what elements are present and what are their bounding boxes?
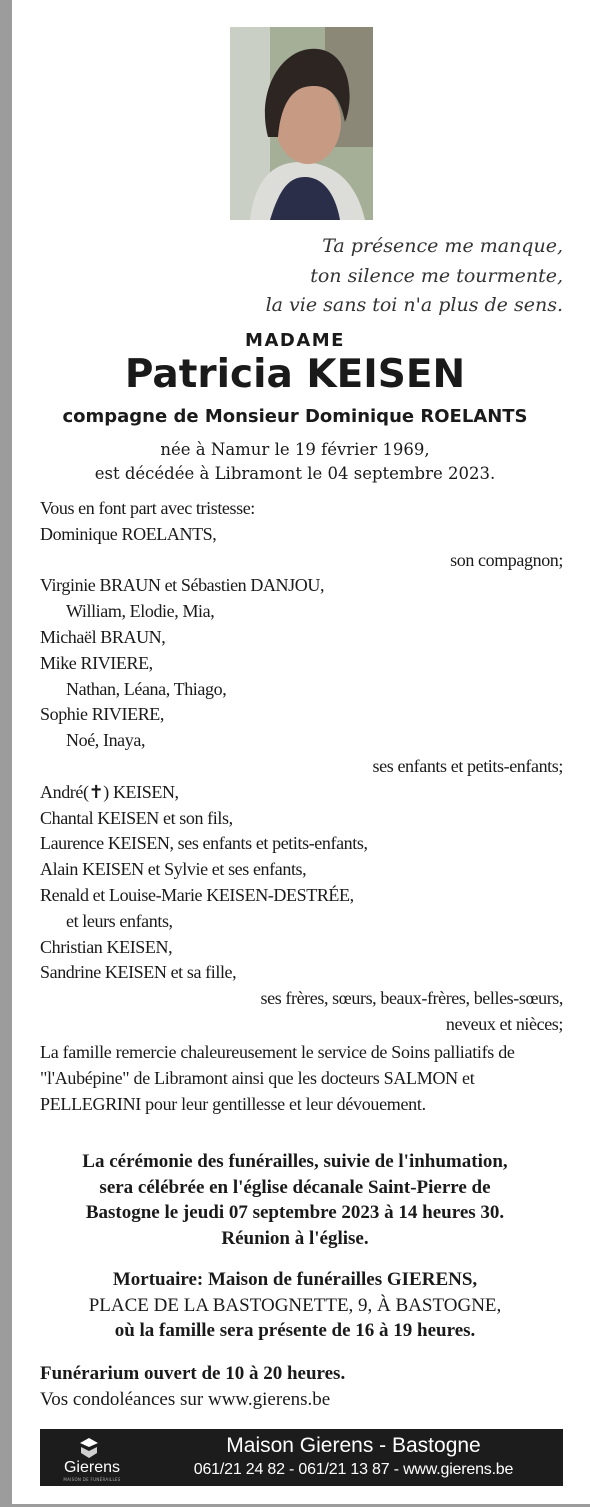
- left-border-rule: [0, 0, 12, 1507]
- death-line: est décédée à Libramont le 04 septembre 2023.: [94, 464, 496, 483]
- mortuary-details: [27, 1267, 563, 1344]
- deceased-name: Patricia KEISEN: [124, 352, 466, 397]
- memorial-verse: [266, 232, 563, 321]
- logo-mark-icon: [76, 1435, 102, 1461]
- ceremony-line: sera célébrée en l'église décanale Saint-Pierre de: [99, 1176, 491, 1198]
- family-line: Michaël BRAUN,: [40, 626, 166, 647]
- family-line: Laurence KEISEN, ses enfants et petits-enfants,: [40, 833, 368, 854]
- ceremony-line: Bastogne le jeudi 07 septembre 2023 à 14 heures 30.: [85, 1202, 505, 1223]
- family-line: Noé, Inaya,: [66, 730, 146, 751]
- family-line: Sandrine KEISEN et sa fille,: [40, 962, 237, 983]
- verse-line: Ta présence me manque,: [322, 235, 563, 257]
- family-line: Dominique ROELANTS,: [40, 523, 217, 544]
- banner-title: Maison Gierens - Bastogne: [226, 1434, 481, 1457]
- family-line: Virginie BRAUN et Sébastien DANJOU,: [40, 575, 325, 596]
- ceremony-line: La cérémonie des funérailles, suivie de l'inhumation,: [82, 1151, 508, 1172]
- ceremony-details: [27, 1149, 563, 1251]
- family-line: Christian KEISEN,: [40, 936, 173, 957]
- family-line: Alain KEISEN et Sylvie et ses enfants,: [40, 859, 307, 880]
- family-announcement: [40, 496, 563, 1038]
- condolences-link[interactable]: Vos condoléances sur www.gierens.be: [40, 1388, 331, 1410]
- mortuary-hours: où la famille sera présente de 16 à 19 heures.: [114, 1320, 476, 1341]
- ceremony-line: Réunion à l'église.: [221, 1227, 369, 1249]
- family-line: Renald et Louise-Marie KEISEN-DESTRÉE,: [40, 884, 354, 905]
- gierens-logo: [52, 1433, 132, 1483]
- family-line: ses enfants et petits-enfants;: [372, 755, 563, 776]
- family-line: neveux et nièces;: [445, 1013, 563, 1034]
- verse-line: la vie sans toi n'a plus de sens.: [265, 294, 563, 316]
- logo-tagline: MAISON DE FUNÉRAILLES: [63, 1477, 121, 1482]
- thanks-paragraph: La famille remercie chaleureusement le service de Soins palliatifs de "l'Aubépine" de Libramont ainsi que les docteurs SALMON et PELLEGRINI pour leur gentillesse et leur dévouement.: [40, 1042, 515, 1114]
- family-line: Mike RIVIERE,: [40, 652, 153, 673]
- family-line: son compagnon;: [450, 549, 563, 570]
- birth-death-dates: [0, 438, 590, 486]
- mortuary-address: PLACE DE LA BASTOGNETTE, 9, À BASTOGNE,: [88, 1294, 502, 1316]
- portrait-photo: [230, 27, 373, 220]
- partner-line: compagne de Monsieur Dominique ROELANTS: [62, 406, 528, 427]
- family-line: André(✝) KEISEN,: [40, 781, 179, 802]
- family-line: ses frères, sœurs, beaux-frères, belles-sœurs,: [260, 988, 563, 1009]
- family-line: William, Elodie, Mia,: [66, 601, 215, 622]
- family-line: Nathan, Léana, Thiago,: [66, 678, 227, 699]
- family-line: Chantal KEISEN et son fils,: [40, 807, 233, 828]
- birth-line: née à Namur le 19 février 1969,: [160, 440, 430, 459]
- honorific: MADAME: [245, 330, 345, 351]
- family-line: Sophie RIVIERE,: [40, 704, 164, 725]
- banner-contact: 061/21 24 82 - 061/21 13 87 - www.gierens.be: [193, 1461, 514, 1478]
- verse-line: ton silence me tourmente,: [310, 264, 563, 287]
- family-line: Vous en font part avec tristesse:: [40, 498, 255, 518]
- funerarium-hours: Funérarium ouvert de 10 à 20 heures.: [40, 1363, 346, 1384]
- logo-wordmark: Gierens: [63, 1459, 121, 1476]
- funerarium-info: [40, 1361, 563, 1412]
- mortuary-name: Mortuaire: Maison de funérailles GIERENS,: [112, 1269, 478, 1290]
- family-line: et leurs enfants,: [66, 910, 173, 931]
- funeral-home-banner: [40, 1429, 563, 1486]
